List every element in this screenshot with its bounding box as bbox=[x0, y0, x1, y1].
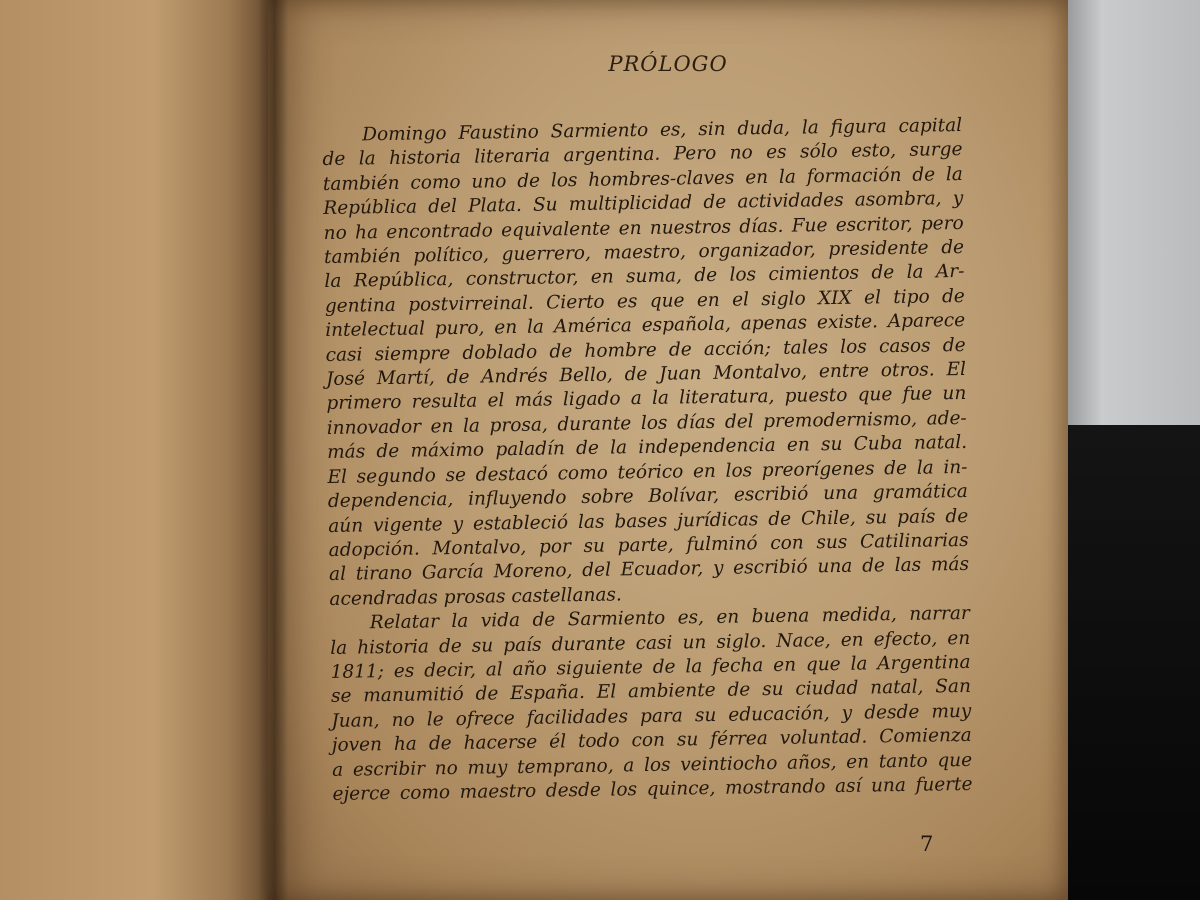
text-line: también político, guerrero, maestro, organizador, presidente de bbox=[323, 236, 965, 269]
text-line: joven ha de hacerse él todo con su férrea voluntad. Comienza bbox=[331, 725, 972, 757]
text-line: adopción. Montalvo, por su parte, fulminó con sus Catilinarias bbox=[328, 529, 969, 561]
text-line: gentina postvirreinal. Cierto es que en el siglo XIX el tipo de bbox=[324, 285, 965, 317]
text-line: El segundo se destacó como teórico en los preorígenes de la in- bbox=[327, 456, 968, 488]
background-wall bbox=[1060, 0, 1200, 425]
text-line: acendradas prosas castellanas. bbox=[329, 584, 622, 610]
text-line: la historia de su país durante casi un siglo. Nace, en efecto, en bbox=[330, 627, 971, 659]
prologue-text bbox=[322, 114, 973, 807]
text-line: aún vigente y estableció las bases jurídicas de Chile, su país de bbox=[328, 505, 969, 537]
text-line: dependencia, influyendo sobre Bolívar, escribió una gramática bbox=[327, 480, 969, 513]
background-table bbox=[1060, 425, 1200, 900]
text-line: Juan, no le ofrece facilidades para su educación, y desde muy bbox=[331, 700, 972, 732]
right-page bbox=[268, 0, 1068, 900]
text-line: se manumitió de España. El ambiente de su ciudad natal, San bbox=[330, 676, 972, 708]
page-title: PRÓLOGO bbox=[608, 52, 728, 76]
text-line: también como uno de los hombres-claves en la formación de la bbox=[322, 163, 964, 195]
text-line: primero resulta el más ligado a la literatura, puesto que fue un bbox=[326, 383, 967, 415]
book-gutter bbox=[258, 0, 288, 900]
text-line: a escribir no muy temprano, a los veintiocho años, en tanto que bbox=[331, 749, 973, 781]
text-line: casi siempre doblado de hombre de acción; tales los casos de bbox=[325, 334, 966, 366]
text-line: de la historia literaria argentina. Pero no es sólo esto, surge bbox=[322, 139, 963, 171]
text-line: Relatar la vida de Sarmiento es, en buena medida, narrar bbox=[369, 603, 970, 634]
text-line: al tirano García Moreno, del Ecuador, y escribió una de las más bbox=[328, 554, 970, 586]
text-line: innovador en la prosa, durante los días del premodernismo, ade- bbox=[326, 407, 967, 439]
left-page bbox=[0, 0, 278, 900]
text-line: 1811; es decir, al año siguiente de la fecha en que la Argentina bbox=[330, 651, 971, 683]
text-line: la República, constructor, en suma, de los cimientos de la Ar- bbox=[324, 261, 965, 293]
text-line: más de máximo paladín de la independencia en su Cuba natal. bbox=[326, 432, 968, 464]
text-line: Domingo Faustino Sarmiento es, sin duda, la figura capital bbox=[362, 114, 963, 146]
page-number: 7 bbox=[920, 832, 934, 856]
text-line: no ha encontrado equivalente en nuestros días. Fue escritor, pero bbox=[323, 212, 964, 244]
text-line: ejerce como maestro desde los quince, mostrando así una fuerte bbox=[332, 773, 973, 805]
text-line: intelectual puro, en la América española, apenas existe. Aparece bbox=[325, 310, 966, 342]
text-line: José Martí, de Andrés Bello, de Juan Montalvo, entre otros. El bbox=[325, 358, 967, 391]
text-line: República del Plata. Su multiplicidad de actividades asombra, y bbox=[323, 188, 964, 220]
